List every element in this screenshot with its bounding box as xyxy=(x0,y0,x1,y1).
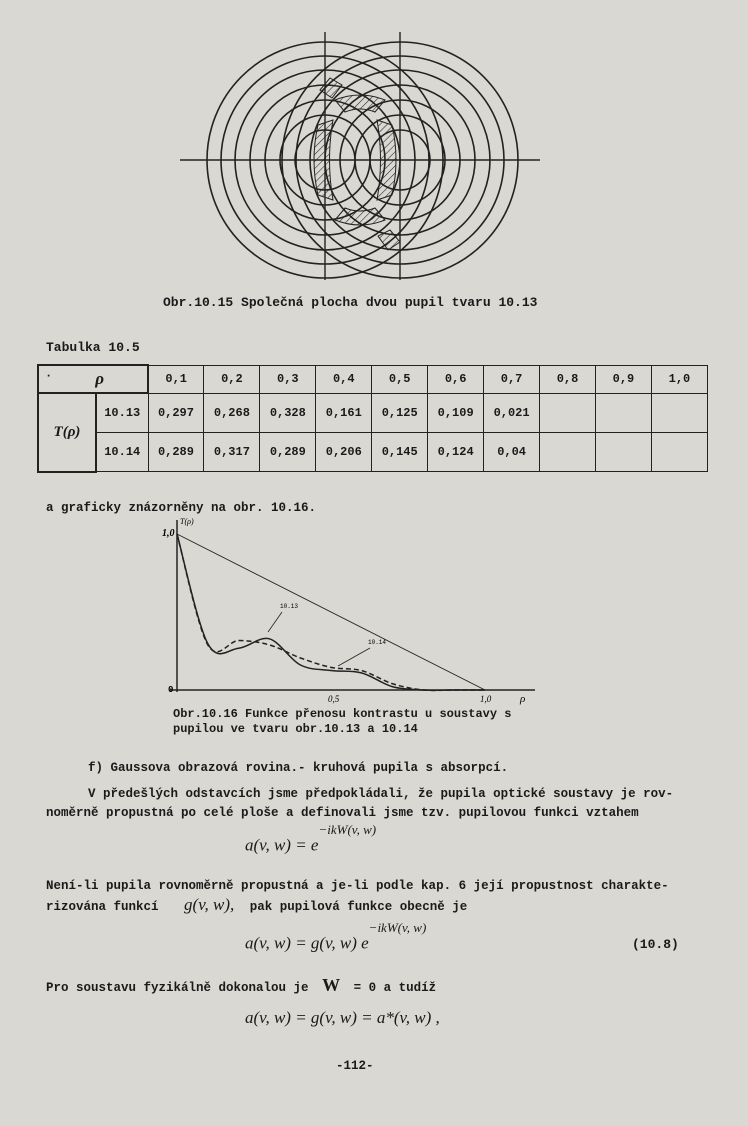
series-label-10-13: 10.13 xyxy=(280,603,299,610)
table-cell: 0,289 xyxy=(260,433,316,472)
series-label-leader xyxy=(268,612,282,632)
figure-10-15-caption: Obr.10.15 Společná plocha dvou pupil tvaru 10.13 xyxy=(163,295,538,310)
table-cell: 0,124 xyxy=(428,433,484,472)
header-cell: 0,7 xyxy=(484,365,540,393)
row-label: 10.14 xyxy=(96,433,148,472)
table-cell: 0,317 xyxy=(204,433,260,472)
paragraph-3 xyxy=(46,977,436,996)
header-cell: 0,4 xyxy=(316,365,372,393)
paragraph-1-line-2: noměrně propustná po celé ploše a definovali jsme tzv. pupilovou funkci vztahem xyxy=(46,806,639,820)
equation-2-lhs: a(v, w) = g(v, w) e xyxy=(245,933,369,953)
table-cell: 0,125 xyxy=(372,393,428,433)
header-cell: 0,9 xyxy=(596,365,652,393)
table-cell xyxy=(596,393,652,433)
table-cell: 0,145 xyxy=(372,433,428,472)
header-cell: 1,0 xyxy=(651,365,707,393)
y-axis-label: T(ρ) xyxy=(180,517,194,526)
x-tick-label: 0,5 xyxy=(328,694,340,704)
equation-number: (10.8) xyxy=(632,937,679,952)
paragraph-2-text: pak pupilová funkce obecně je xyxy=(249,900,468,914)
header-cell: 0,2 xyxy=(204,365,260,393)
equation-2-exponent: −ikW(v, w) xyxy=(368,920,427,935)
section-f-heading: f) Gaussova obrazová rovina.- kruhová pupila s absorpcí. xyxy=(88,761,509,775)
table-title: Tabulka 10.5 xyxy=(46,340,140,355)
paragraph-2-line-1: Není-li pupila rovnoměrně propustná a je-li podle kap. 6 její propustnost charakte- xyxy=(46,879,669,893)
header-cell: 0,8 xyxy=(540,365,596,393)
figure-10-16-caption xyxy=(173,707,543,737)
row-group-label: T(ρ) xyxy=(38,393,96,472)
x-axis-label: ρ xyxy=(520,693,526,705)
table-cell xyxy=(540,433,596,472)
row-label: 10.13 xyxy=(96,393,148,433)
table-row xyxy=(38,393,708,433)
table-cell: 0,297 xyxy=(148,393,204,433)
table-cell: 0,328 xyxy=(260,393,316,433)
paragraph-2-line-2 xyxy=(46,897,467,915)
header-cell: 0,1 xyxy=(148,365,204,393)
table-cell xyxy=(651,433,707,472)
header-cell: 0,3 xyxy=(260,365,316,393)
table-cell: 0,04 xyxy=(484,433,540,472)
equation-1 xyxy=(245,822,377,855)
series-line-reference xyxy=(177,534,485,690)
w-symbol: W xyxy=(322,975,341,995)
table-header-row xyxy=(38,365,708,393)
equation-1-lhs: a(v, w) = e xyxy=(245,835,319,855)
table-10-5 xyxy=(37,364,708,473)
equation-2 xyxy=(245,920,427,953)
header-cell: 0,5 xyxy=(372,365,428,393)
equation-1-exponent: −ikW(v, w) xyxy=(318,822,377,837)
paragraph-3-text: Pro soustavu fyzikálně dokonalou je xyxy=(46,981,309,995)
series-label-leader xyxy=(338,648,370,666)
paragraph-1-line-1: V předešlých odstavcích jsme předpokládali, že pupila optické soustavy je rov- xyxy=(88,787,674,801)
table-cell: 0,161 xyxy=(316,393,372,433)
table-cell xyxy=(596,433,652,472)
table-cell: 0,289 xyxy=(148,433,204,472)
origin-label: 0 xyxy=(168,685,174,695)
figure-10-16-chart xyxy=(150,512,550,712)
paragraph-3-text: = 0 a tudíž xyxy=(353,981,437,995)
caption-text: Obr.10.16 Funkce přenosu kontrastu u soustavy s pupilou ve tvaru obr.10.13 a 10.14 xyxy=(173,707,512,736)
header-rho: ρ xyxy=(95,369,104,388)
header-rho-cell xyxy=(38,365,148,393)
y-tick-label: 1,0 xyxy=(162,528,175,539)
table-cell: 0,268 xyxy=(204,393,260,433)
table-cell xyxy=(651,393,707,433)
table-cell: 0,109 xyxy=(428,393,484,433)
x-tick-label: 1,0 xyxy=(480,694,492,704)
table-row xyxy=(38,433,708,472)
series-label-10-14: 10.14 xyxy=(368,639,387,646)
paragraph-2-text: rizována funkcí xyxy=(46,900,159,914)
graph-intro-text: a graficky znázorněny na obr. 10.16. xyxy=(46,501,317,515)
g-function: g(v, w), xyxy=(184,895,235,914)
table-cell: 0,206 xyxy=(316,433,372,472)
figure-10-15 xyxy=(170,30,550,290)
header-cell: 0,6 xyxy=(428,365,484,393)
equation-3: a(v, w) = g(v, w) = a*(v, w) , xyxy=(245,1008,440,1027)
header-dot: · xyxy=(45,369,53,383)
table-cell: 0,021 xyxy=(484,393,540,433)
page-number: -112- xyxy=(336,1059,374,1073)
table-cell xyxy=(540,393,596,433)
